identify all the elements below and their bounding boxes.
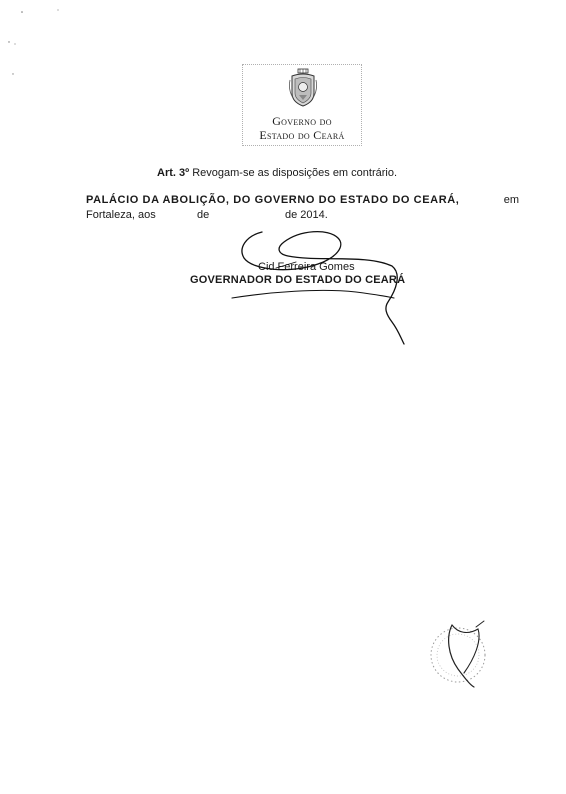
article-label: Art. 3º	[157, 167, 190, 179]
article-text: Revogam-se as disposições em contrário.	[189, 167, 398, 179]
year-text: de 2014.	[285, 209, 328, 221]
palace-heading: PALÁCIO DA ABOLIÇÃO, DO GOVERNO DO ESTADO DO CEARÁ,	[86, 194, 460, 206]
letterhead-line-1: Governo do	[272, 114, 332, 128]
scan-specks	[0, 0, 60, 90]
signatory-title: GOVERNADOR DO ESTADO DO CEARÁ	[190, 274, 406, 286]
article-3	[157, 167, 397, 179]
letterhead	[242, 64, 362, 146]
palace-suffix: em	[503, 194, 519, 206]
letterhead-line-2: Estado do Ceará	[259, 128, 345, 142]
signatory-name: Cid Ferreira Gomes	[258, 261, 355, 273]
place-text: Fortaleza, aos	[86, 209, 156, 221]
day-de-word: de	[197, 209, 210, 221]
closing-formula	[86, 193, 519, 223]
rubric-stamp-icon	[418, 615, 498, 695]
state-coat-of-arms-icon	[289, 68, 317, 108]
